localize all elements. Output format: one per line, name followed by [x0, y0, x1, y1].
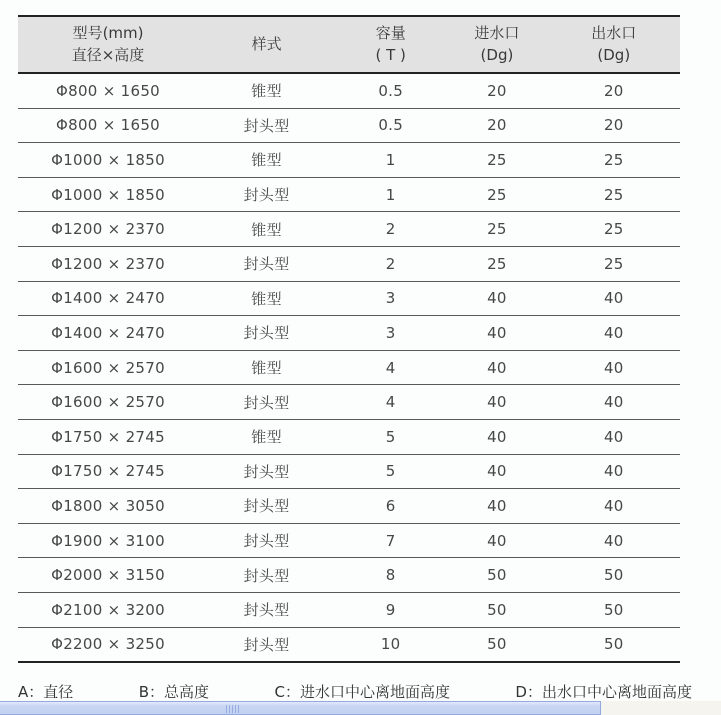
cell-model: Φ1600 × 2570 [18, 385, 198, 420]
cell-outlet: 40 [548, 281, 680, 316]
footnote-a: A：直径 [18, 683, 74, 701]
table-row [18, 558, 680, 593]
cell-capacity: 2 [335, 212, 446, 247]
cell-style: 封头型 [198, 523, 335, 558]
column-header-outlet-line2: (Dg) [597, 45, 631, 64]
cell-capacity: 3 [335, 281, 446, 316]
cell-capacity: 7 [335, 523, 446, 558]
cell-outlet: 50 [548, 627, 680, 662]
cell-model: Φ1200 × 2370 [18, 246, 198, 281]
column-header-model-line2: 直径×高度 [71, 45, 145, 64]
cell-inlet: 25 [446, 177, 547, 212]
cell-capacity: 4 [335, 385, 446, 420]
cell-model: Φ2000 × 3150 [18, 558, 198, 593]
spec-table [18, 15, 680, 663]
cell-capacity: 8 [335, 558, 446, 593]
cell-capacity: 0.5 [378, 81, 404, 100]
cell-outlet: 20 [548, 108, 680, 143]
table-body [18, 73, 680, 662]
cell-model: Φ1000 × 1850 [18, 143, 198, 178]
cell-inlet: 25 [446, 246, 547, 281]
cell-style: 锥型 [251, 82, 282, 101]
cell-inlet: 40 [446, 419, 547, 454]
cell-inlet: 50 [446, 592, 547, 627]
cell-model: Φ1800 × 3050 [18, 489, 198, 524]
cell-inlet: 25 [446, 143, 547, 178]
column-header-capacity [335, 16, 446, 73]
cell-style: 封头型 [198, 558, 335, 593]
table-row [18, 143, 680, 178]
cell-outlet: 25 [548, 246, 680, 281]
horizontal-scrollbar[interactable] [0, 701, 721, 715]
table-row [18, 108, 680, 143]
cell-style: 锥型 [198, 419, 335, 454]
cell-model: Φ800 × 1650 [56, 81, 161, 100]
table-row [18, 350, 680, 385]
column-header-model [18, 16, 198, 73]
cell-capacity: 2 [335, 246, 446, 281]
cell-style: 封头型 [198, 246, 335, 281]
cell-model: Φ1750 × 2745 [18, 454, 198, 489]
cell-model: Φ1200 × 2370 [18, 212, 198, 247]
cell-outlet: 40 [548, 489, 680, 524]
cell-style: 封头型 [198, 454, 335, 489]
cell-style: 封头型 [198, 489, 335, 524]
table-row [18, 385, 680, 420]
column-header-outlet [548, 16, 680, 73]
cell-model: Φ1400 × 2470 [18, 281, 198, 316]
table-row [18, 627, 680, 662]
cell-model: Φ2200 × 3250 [18, 627, 198, 662]
cell-style: 封头型 [198, 627, 335, 662]
cell-inlet: 40 [446, 489, 547, 524]
table-row [18, 246, 680, 281]
cell-outlet: 50 [548, 558, 680, 593]
cell-style: 封头型 [198, 592, 335, 627]
column-header-inlet-line1: 进水口 [474, 23, 520, 42]
cell-inlet: 40 [446, 454, 547, 489]
cell-outlet: 25 [548, 212, 680, 247]
cell-capacity: 1 [335, 143, 446, 178]
cell-outlet: 40 [548, 350, 680, 385]
table-row [18, 177, 680, 212]
footnote-c: C：进水口中心离地面高度 [274, 683, 450, 701]
cell-inlet: 40 [446, 385, 547, 420]
cell-capacity: 6 [335, 489, 446, 524]
cell-inlet: 40 [446, 350, 547, 385]
column-header-capacity-line1: 容量 [375, 23, 406, 42]
table-row [18, 281, 680, 316]
cell-outlet: 20 [603, 81, 624, 100]
cell-model: Φ800 × 1650 [18, 108, 198, 143]
cell-outlet: 40 [548, 523, 680, 558]
table-row [18, 454, 680, 489]
table-header-row [18, 16, 680, 73]
footnote-legend [18, 681, 692, 702]
cell-inlet: 40 [446, 281, 547, 316]
cell-style: 锥型 [198, 143, 335, 178]
cell-outlet: 50 [548, 592, 680, 627]
cell-model: Φ1400 × 2470 [18, 316, 198, 351]
cell-style: 锥型 [198, 281, 335, 316]
cell-model: Φ2100 × 3200 [18, 592, 198, 627]
column-header-model-line1: 型号(mm) [72, 23, 144, 42]
cell-inlet: 40 [446, 316, 547, 351]
cell-style: 锥型 [198, 350, 335, 385]
cell-inlet: 20 [446, 108, 547, 143]
cell-capacity: 0.5 [335, 108, 446, 143]
cell-inlet: 40 [446, 523, 547, 558]
cell-capacity: 5 [335, 419, 446, 454]
cell-model: Φ1600 × 2570 [18, 350, 198, 385]
cell-capacity: 9 [335, 592, 446, 627]
table-row [18, 419, 680, 454]
cell-outlet: 40 [548, 419, 680, 454]
cell-inlet: 25 [446, 212, 547, 247]
column-header-inlet-line2: (Dg) [480, 45, 514, 64]
column-header-inlet [446, 16, 547, 73]
cell-style: 封头型 [198, 316, 335, 351]
column-header-style [198, 16, 335, 73]
table-row [18, 73, 680, 108]
cell-outlet: 40 [548, 454, 680, 489]
cell-capacity: 3 [335, 316, 446, 351]
cell-inlet: 20 [487, 81, 507, 100]
cell-capacity: 10 [335, 627, 446, 662]
cell-inlet: 50 [446, 558, 547, 593]
table-row [18, 592, 680, 627]
cell-style: 封头型 [198, 177, 335, 212]
table-row [18, 316, 680, 351]
cell-outlet: 40 [548, 385, 680, 420]
cell-outlet: 25 [548, 177, 680, 212]
cell-capacity: 4 [335, 350, 446, 385]
column-header-outlet-line1: 出水口 [591, 23, 637, 42]
column-header-capacity-line2: ( T ) [375, 45, 406, 64]
table-row [18, 523, 680, 558]
scrollbar-grip-icon [226, 705, 241, 713]
cell-style: 封头型 [198, 385, 335, 420]
cell-capacity: 5 [335, 454, 446, 489]
cell-style: 封头型 [198, 108, 335, 143]
cell-inlet: 50 [446, 627, 547, 662]
table-row [18, 489, 680, 524]
footnote-d: D：出水口中心离地面高度 [515, 683, 692, 701]
cell-model: Φ1000 × 1850 [18, 177, 198, 212]
spec-table-container [18, 15, 680, 663]
cell-outlet: 40 [548, 316, 680, 351]
cell-capacity: 1 [335, 177, 446, 212]
cell-model: Φ1900 × 3100 [18, 523, 198, 558]
cell-outlet: 25 [548, 143, 680, 178]
table-row [18, 212, 680, 247]
footnote-b: B：总高度 [138, 683, 210, 701]
column-header-style-line1: 样式 [251, 34, 282, 53]
cell-model: Φ1750 × 2745 [18, 419, 198, 454]
cell-style: 锥型 [198, 212, 335, 247]
scrollbar-thumb[interactable] [0, 701, 601, 715]
